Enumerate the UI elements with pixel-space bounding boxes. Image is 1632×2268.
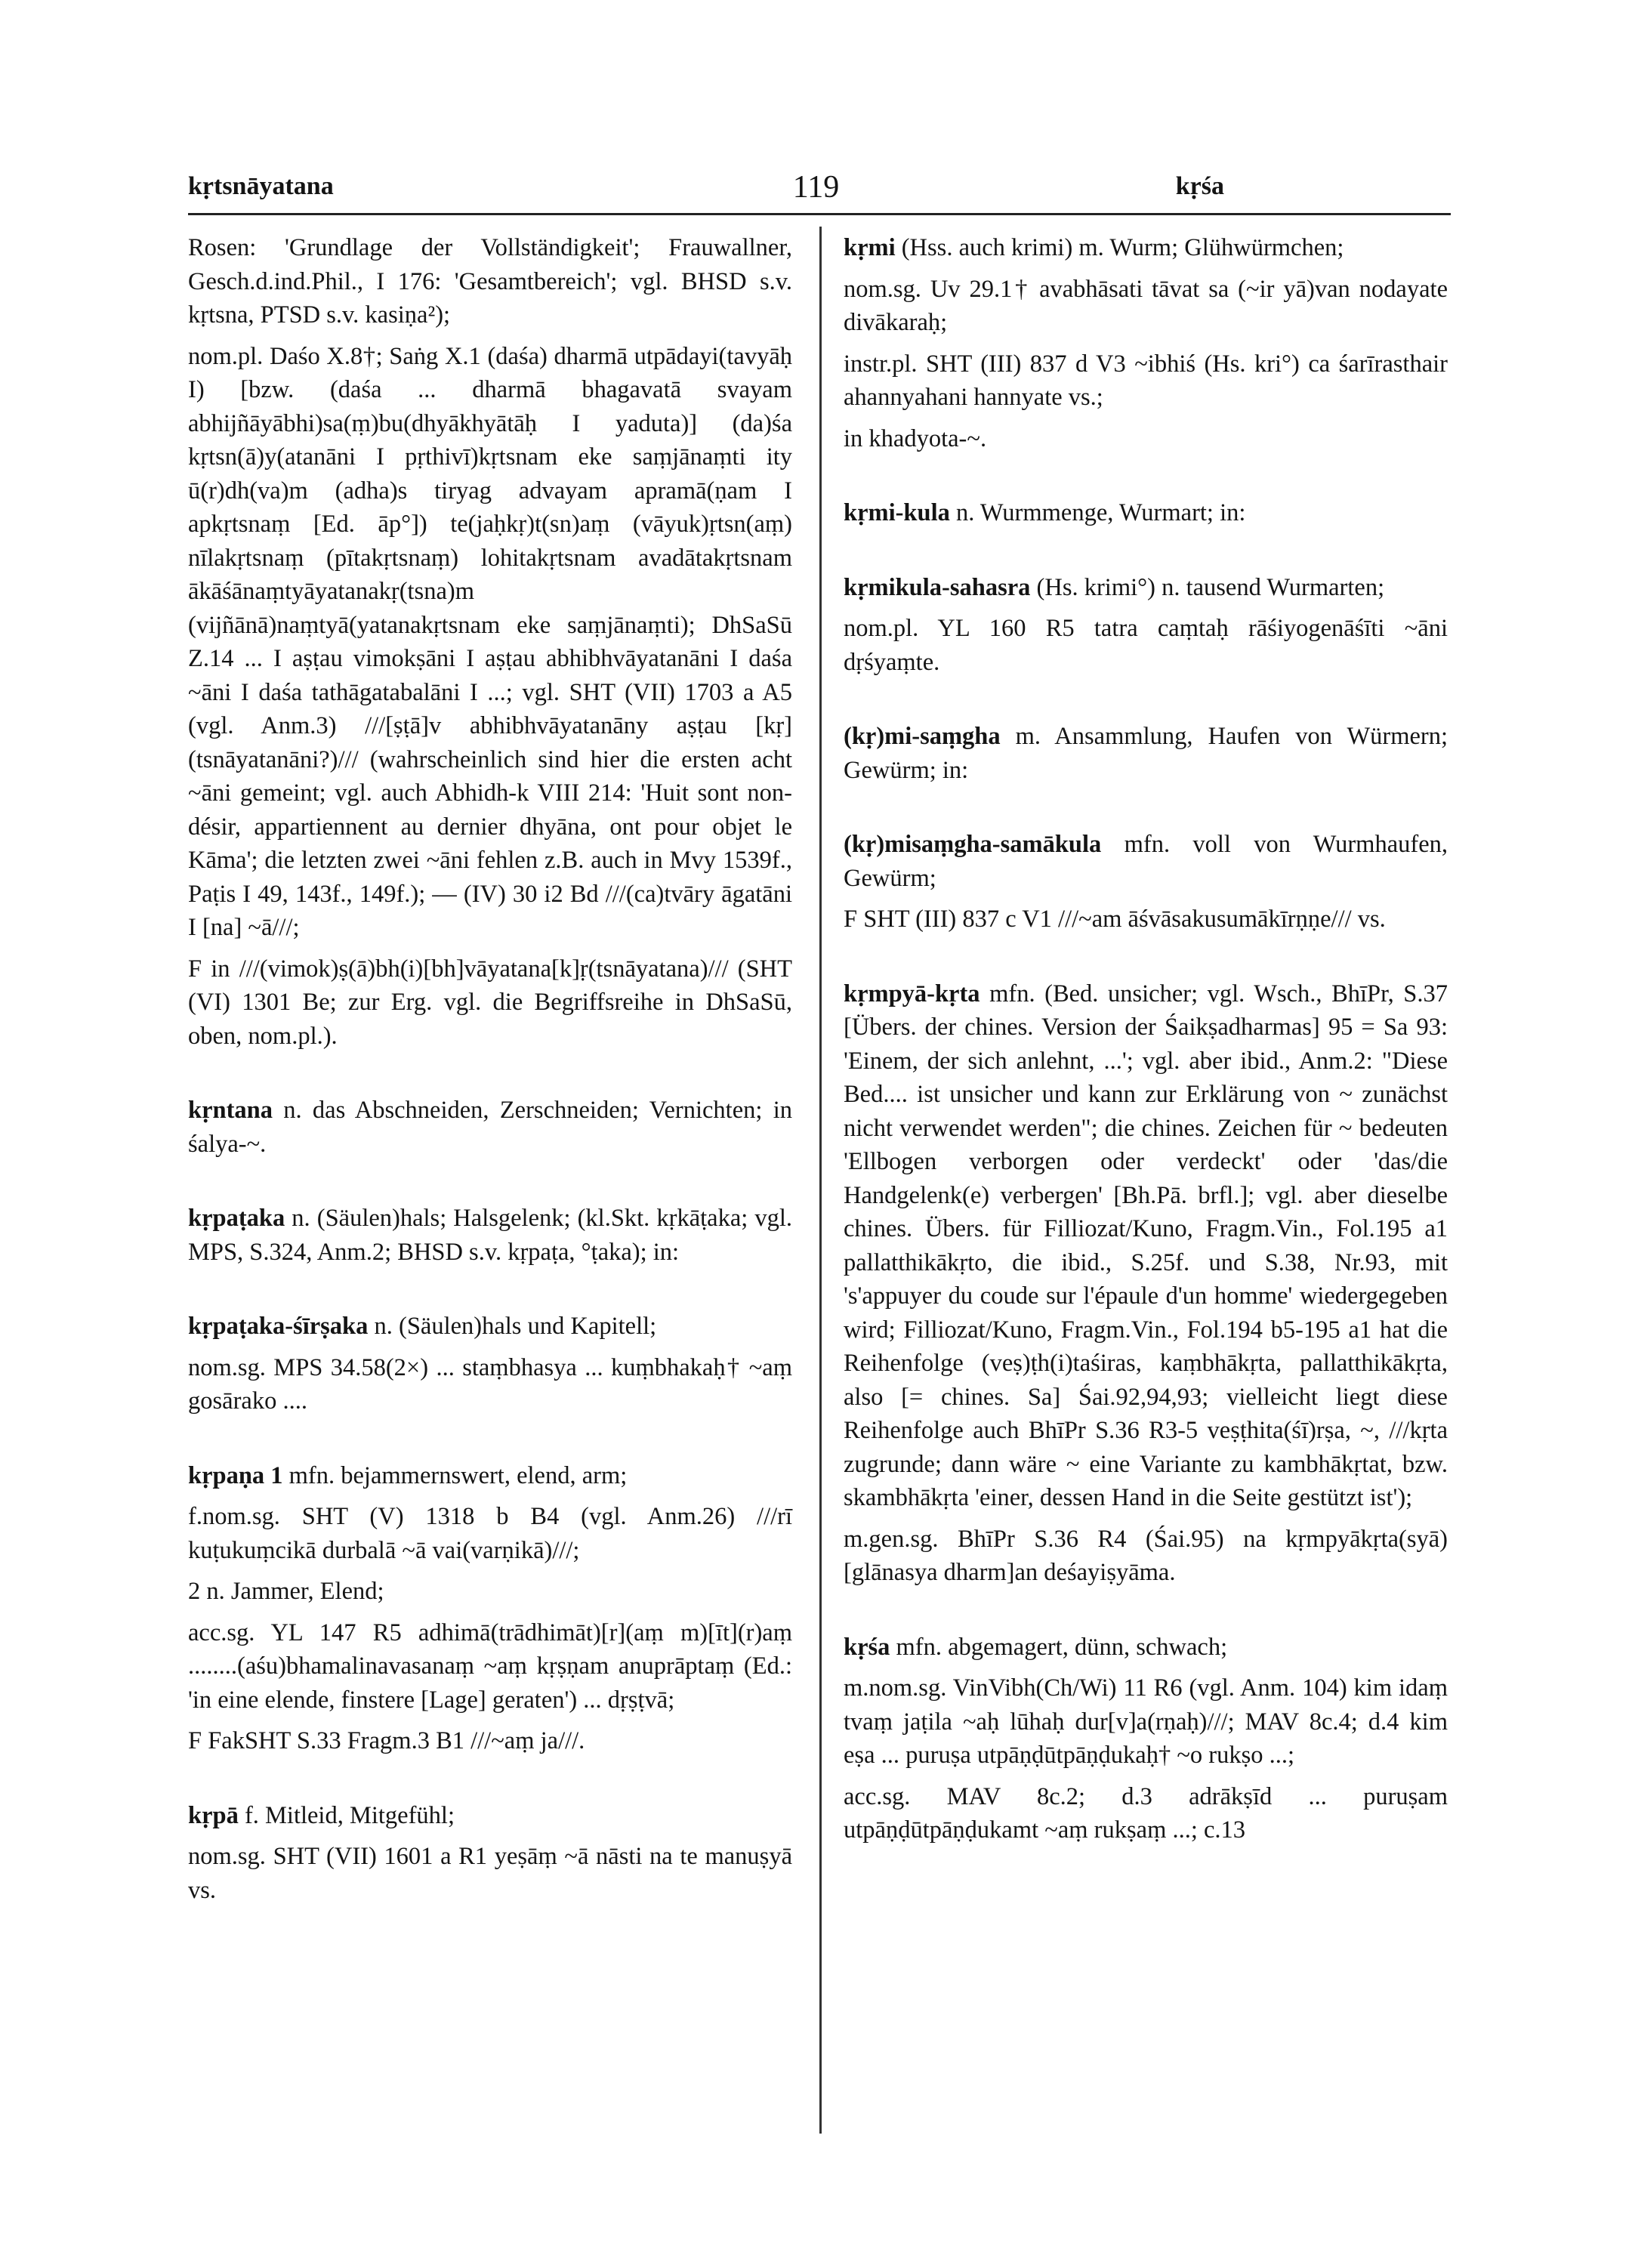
entry-line: kṛmikula-sahasra (Hs. krimi°) n. tausend Wurmarten; [844,573,1385,601]
entry-line: in khadyota-~. [844,424,987,452]
entry-krpana [188,1459,792,1758]
entry-line: F FakSHT S.33 Fragm.3 B1 ///~aṃ ja///. [188,1727,585,1754]
entry-line: nom.sg. MPS 34.58(2×) ... staṃbhasya ... kuṃbhakaḥ† ~aṃ gosārako .... [188,1353,792,1415]
entry-krpataka [188,1202,792,1269]
entry-line: F in ///(vimok)ṣ(ā)bh(i)[bh]vāyatana[k]ṛ(tsnāyatana)/// (SHT (VI) 1301 Be; zur Erg. vgl. die Begriffsreihe in DhSaSū, oben, nom.pl.). [188,955,792,1050]
entry-line: nom.sg. SHT (VII) 1601 a R1 yeṣāṃ ~ā nāsti na te manuṣyā vs. [188,1843,792,1904]
entry-line: m.nom.sg. VinVibh(Ch/Wi) 11 R6 (vgl. Anm. 104) kim idaṃ tvaṃ jaṭila ~aḥ lūhaḥ dur[v]a(rṇaḥ)///; MAV 8c.4; d.4 kim eṣa ... puruṣa utpāṇḍūtpāṇḍukaḥ† ~o rukṣo ...; [844,1674,1448,1769]
entry-line: nom.pl. YL 160 R5 tatra caṃtaḥ rāśiyogenāśīti ~āni dṛśyaṃte. [844,615,1448,676]
headword: kṛpaṭaka-śīrṣaka [188,1313,369,1340]
entry-line: kṛpā f. Mitleid, Mitgefühl; [188,1801,455,1829]
entry-line: acc.sg. MAV 8c.2; d.3 adrākṣīd ... puruṣam utpāṇḍūtpāṇḍukamt ~aṃ rukṣaṃ ...; c.13 [844,1782,1448,1844]
entry-line: m.gen.sg. BhīPr S.36 R4 (Śai.95) na kṛmpyākṛta(syā)[glānasya dharm]an deśayiṣyāma. [844,1525,1448,1586]
entry-kasina-continuation [188,231,792,1053]
headword: (kṛ)misaṃgha-samākula [844,831,1102,858]
entry-line: F SHT (III) 837 c V1 ///~am āśvāsakusumākīrṇṇe/// vs. [844,906,1386,933]
entry-line: nom.pl. Daśo X.8†; Saṅg X.1 (daśa) dharmā utpādayi(tavyāḥ I) [bzw. (daśa ... dharmā bhagavatā svayam abhijñāyābhi)sa(ṃ)bu(dhyākhyātāḥ I yaduta)] (da)śa kṛtsn(ā)y(atanāni I pṛthivī)kṛtsnam eke saṃjānaṃti ity ū(r)dh(va)m (adha)s tiryag advayam apramā(ṇam I apkṛtsnaṃ [Ed. āp°]) te(jaḥkṛ)t(sn)aṃ (vāyuk)ṛtsn(aṃ) nīlakṛtsnaṃ (pītakṛtsnaṃ) lohitakṛtsnam avadātakṛtsnam ākāśānaṃtyāyatanakṛ(tsna)m (vijñānā)naṃtyā(yatanakṛtsnam eke saṃjānaṃti); DhSaSū Z.14 ... I aṣṭau vimokṣāni I aṣṭau abhibhvāyatanāni I daśa ~āni I daśa tathāgatabalāni I ...; vgl. SHT (VII) 1703 a A5 (vgl. Anm.3) ///[ṣṭā]v abhibhvāyatanāny aṣṭau [kṛ](tsnāyatanāni?)/// (wahrscheinlich sind hier die ersten acht ~āni gemeint; vgl. auch Abhidh-k VIII 214: 'Huit sont non-désir, appartiennent au dernier dhyāna, ont pour objet le Kāma'; die letzten zwei ~āni fehlen z.B. auch in Mvy 1539f., Paṭis I 49, 143f., 149f.); — (IV) 30 i2 Bd ///(ca)tvāry āgatāni I [na] ~ā///; [188,342,792,941]
entry-krntana [188,1094,792,1161]
entry-line: kṛmi-kula n. Wurmmenge, Wurmart; in: [844,499,1246,526]
entry-krpataka-sirsaka [188,1310,792,1418]
entry-line: kṛśa mfn. abgemagert, dünn, schwach; [844,1633,1228,1661]
entry-line: kṛntana n. das Abschneiden, Zerschneiden; Vernichten; in śalya-~. [188,1097,792,1158]
header-rule [188,213,1451,215]
entry-line: f.nom.sg. SHT (V) 1318 b B4 (vgl. Anm.26) ///rī kuṭukuṃcikā durbalā ~ā vai(varṇikā)///; [188,1503,792,1564]
entry-line: kṛpaṭaka n. (Säulen)hals; Halsgelenk; (kl.Skt. kṛkāṭaka; vgl. MPS, S.324, Anm.2; BHSD s.v. kṛpaṭa, °ṭaka); in: [188,1205,792,1266]
headword: kṛmpyā-kṛta [844,980,980,1007]
entry-krsa [844,1631,1448,1847]
entry-line: kṛmi (Hss. auch krimi) m. Wurm; Glühwürmchen; [844,234,1344,261]
entry-krmi-kula [844,496,1448,530]
entry-krpa [188,1799,792,1908]
entry-krmisamgha-samakula [844,828,1448,937]
entry-line: 2 n. Jammer, Elend; [188,1578,384,1605]
headword: (kṛ)mi-saṃgha [844,723,1001,750]
entry-line: instr.pl. SHT (III) 837 d V3 ~ibhiś (Hs. kri°) ca śarīrasthair ahannyahani hannyate vs.; [844,350,1448,411]
entry-line: kṛpaṇa 1 mfn. bejammernswert, elend, arm; [188,1461,628,1489]
headword: kṛśa [844,1633,890,1661]
entry-krmikula-sahasra [844,571,1448,680]
entry-line: (kṛ)misaṃgha-samākula mfn. voll von Wurmhaufen, Gewürm; [844,831,1448,892]
headword: kṛmikula-sahasra [844,573,1031,601]
entry-line: kṛpaṭaka-śīrṣaka n. (Säulen)hals und Kapitell; [188,1313,657,1340]
headword: kṛpā [188,1801,239,1829]
headword: kṛmi-kula [844,499,950,526]
entry-line: acc.sg. YL 147 R5 adhimā(trādhimāt)[r](aṃ m)[īt](r)aṃ ........(aśu)bhamalinavasanaṃ ~aṃ kṛṣṇam anuprāptaṃ (Ed.: 'in eine elende, finstere [Lage] geraten') ... dṛṣṭvā; [188,1618,792,1714]
header-left-catchword: kṛtsnāyatana [188,172,334,200]
headword: kṛmi [844,234,896,261]
entry-line: nom.sg. Uv 29.1† avabhāsati tāvat sa (~ir yā)van nodayate divākaraḥ; [844,275,1448,336]
entry-krmi [844,231,1448,455]
entry-line: (kṛ)mi-saṃgha m. Ansammlung, Haufen von Würmern; Gewürm; in: [844,723,1448,784]
entry-line: kṛmpyā-kṛta mfn. (Bed. unsicher; vgl. Wsch., BhīPr, S.37 [Übers. der chines. Version der Śaikṣadharmas] 95 = Sa 93: 'Einem, der sich anlehnt, ...'; vgl. aber ibid., Anm.2: "Diese Bed.... ist unsicher und kann zur Erklärung von ~ zunächst nicht verwendet werden"; die chines. Zeichen für ~ bedeuten 'Ellbogen verborgen oder verdeckt' oder 'das/die Handgelenk(e) verbergen' [Bh.Pā. brfl.]; vgl. aber dieselbe chines. Übers. für Filliozat/Kuno, Fragm.Vin., Fol.195 a1 pallatthikākṛto, die ibid., S.25f. und S.38, Nr.93, mit 's'appuyer du coude sur l'épaule d'un homme' wiedergegeben wird; Filliozat/Kuno, Fragm.Vin., Fol.194 b5-195 a1 hat die Reihenfolge (veṣ)ṭh(i)taśiras, kaṃbhākṛta, pallatthikākṛta, also [= chines. Sa] Śai.92,94,93; vielleicht liegt diese Reihenfolge auch BhīPr S.36 R3-5 veṣṭhita(śī)rṣa, ~, ///kṛta zugrunde; dann wäre ~ eine Variante zu kambhākṛtat, bzw. skambhākṛta 'einer, dessen Hand in die Seite gestützt ist'); [844,980,1448,1511]
headword: kṛpaṇa 1 [188,1461,283,1489]
page-number: 119 [792,170,840,205]
column-divider [819,227,822,2134]
headword: kṛntana [188,1097,273,1124]
left-column [188,231,792,1948]
headword: kṛpaṭaka [188,1205,285,1232]
entry-line: Rosen: 'Grundlage der Vollständigkeit'; Frauwallner, Gesch.d.ind.Phil., I 176: 'Gesamtbereich'; vgl. BHSD s.v. kṛtsna, PTSD s.v. kasiṇa²); [188,234,792,329]
header-right-catchword: kṛśa [1175,172,1224,200]
running-head [0,169,1632,214]
entry-krmi-samgha [844,720,1448,787]
entry-krmpya-krta [844,977,1448,1590]
right-column [844,231,1448,1888]
